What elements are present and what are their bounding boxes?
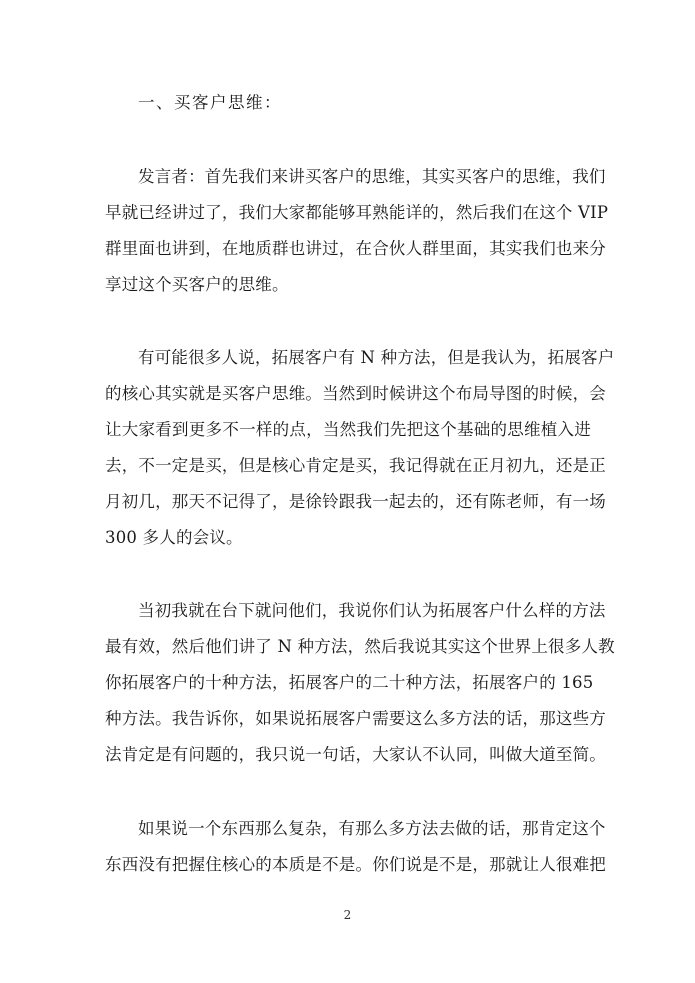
text-line: 的核心其实就是买客户思维。当然到时候讲这个布局导图的时候，会	[105, 384, 606, 403]
text-line: 最有效，然后他们讲了 N 种方法，然后我说其实这个世界上很多人教	[105, 637, 615, 656]
text-line: 月初几，那天不记得了，是徐铃跟我一起去的，还有陈老师，有一场	[105, 492, 606, 511]
text-line: 你拓展客户的十种方法，拓展客户的二十种方法，拓展客户的 165	[105, 673, 594, 692]
text-line: 早就已经讲过了，我们大家都能够耳熟能详的，然后我们在这个 VIP	[105, 203, 609, 222]
text-line: 去，不一定是买，但是核心肯定是买，我记得就在正月初九，还是正	[105, 456, 606, 475]
text-line: 群里面也讲到，在地质群也讲过，在合伙人群里面，其实我们也来分	[105, 239, 606, 258]
text-line: 享过这个买客户的思维。	[105, 275, 289, 294]
section-heading: 一、买客户思维：	[138, 93, 282, 112]
text-line: 发言者：首先我们来讲买客户的思维，其实买客户的思维，我们	[138, 167, 606, 186]
text-line: 东西没有把握住核心的本质是不是。你们说是不是，那就让人很难把	[105, 855, 606, 874]
text-line: 种方法。我告诉你，如果说拓展客户需要这么多方法的话，那这些方	[105, 709, 606, 728]
page-number: 2	[343, 908, 352, 922]
text-line: 300 多人的会议。	[105, 528, 243, 547]
text-line: 如果说一个东西那么复杂，有那么多方法去做的话，那肯定这个	[138, 819, 606, 838]
text-line: 当初我就在台下就问他们，我说你们认为拓展客户什么样的方法	[138, 601, 606, 620]
text-line: 法肯定是有问题的，我只说一句话，大家认不认同，叫做大道至简。	[105, 745, 606, 764]
text-line: 让大家看到更多不一样的点，当然我们先把这个基础的思维植入进	[105, 420, 591, 439]
text-line: 有可能很多人说，拓展客户有 N 种方法，但是我认为，拓展客户	[138, 348, 615, 367]
